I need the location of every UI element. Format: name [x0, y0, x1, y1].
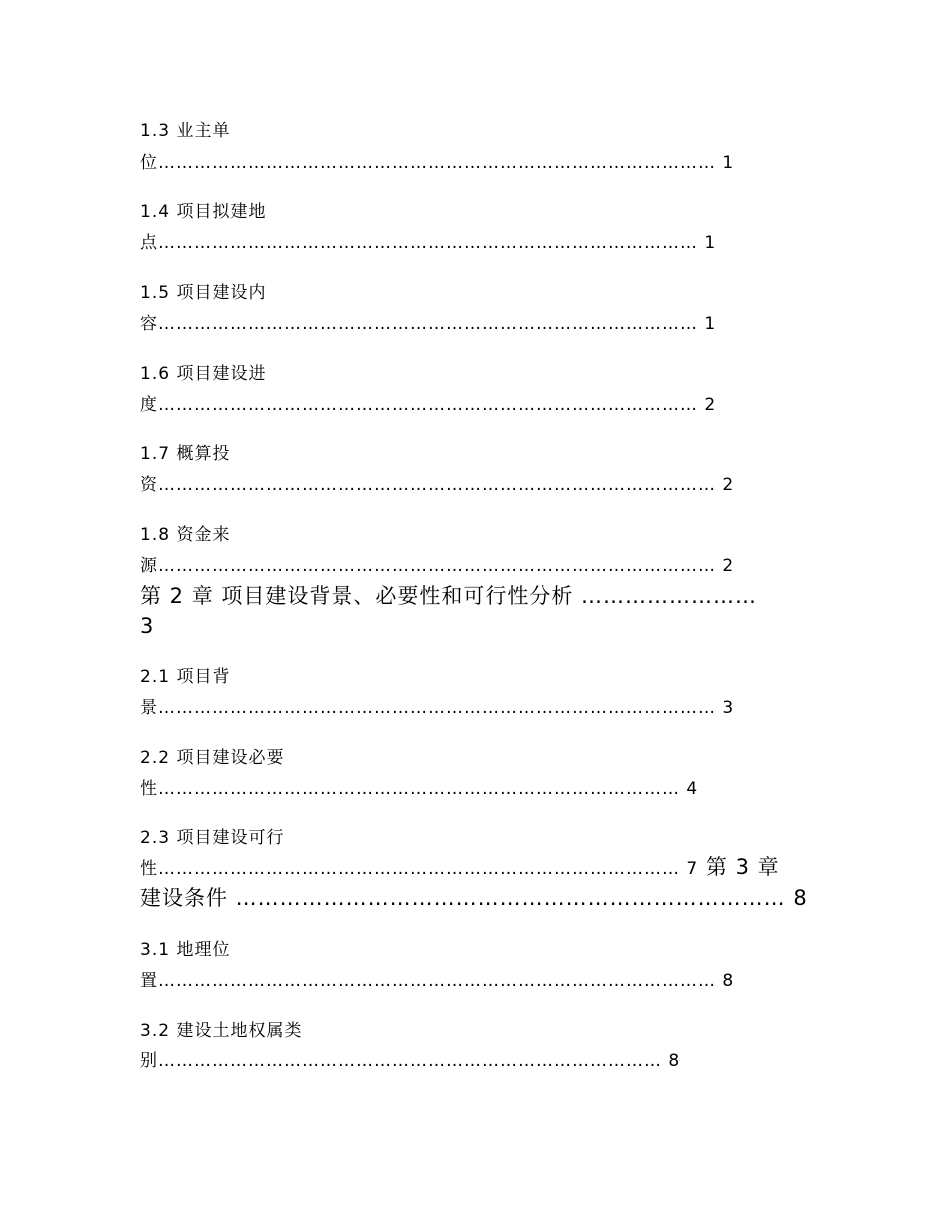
toc-entry-3-1-title: 3.1 地理位 — [140, 940, 231, 960]
toc-entry-2-3-leader-text: 性…………………………………………………………………………… 7 — [140, 859, 699, 879]
toc-chapter-2-page: 3 — [140, 614, 155, 638]
toc-entry-2-2-leader: 性…………………………………………………………………………… 4 — [140, 779, 699, 799]
toc-entry-1-7-title: 1.7 概算投 — [140, 444, 231, 464]
toc-entry-1-4-leader: 点……………………………………………………………………………… 1 — [140, 233, 717, 253]
toc-entry-1-6-leader: 度……………………………………………………………………………… 2 — [140, 395, 717, 415]
toc-entry-1-8-leader: 源………………………………………………………………………………… 2 — [140, 556, 735, 576]
toc-entry-3-2-leader: 别………………………………………………………………………… 8 — [140, 1051, 681, 1071]
toc-entry-3-2-title: 3.2 建设土地权属类 — [140, 1021, 303, 1041]
toc-entry-2-1-title: 2.1 项目背 — [140, 667, 231, 687]
toc-entry-1-5-title: 1.5 项目建设内 — [140, 283, 267, 303]
toc-entry-1-6-title: 1.6 项目建设进 — [140, 364, 267, 384]
toc-chapter-3-label: 第 3 章 — [698, 855, 780, 879]
toc-chapter-2-title: 第 2 章 项目建设背景、必要性和可行性分析 …………………… — [140, 584, 758, 608]
toc-entry-2-2-title: 2.2 项目建设必要 — [140, 748, 285, 768]
toc-entry-1-7-leader: 资………………………………………………………………………………… 2 — [140, 475, 735, 495]
toc-entry-3-1-leader: 置………………………………………………………………………………… 8 — [140, 971, 735, 991]
toc-entry-1-3-leader: 位………………………………………………………………………………… 1 — [140, 153, 735, 173]
toc-entry-2-3-leader — [140, 854, 780, 880]
toc-entry-1-3-title: 1.3 业主单 — [140, 121, 231, 141]
toc-entry-1-5-leader: 容……………………………………………………………………………… 1 — [140, 314, 717, 334]
toc-chapter-3-title: 建设条件 ………………………………………………………………… 8 — [140, 886, 808, 910]
toc-entry-2-3-title: 2.3 项目建设可行 — [140, 828, 285, 848]
toc-entry-2-1-leader: 景………………………………………………………………………………… 3 — [140, 698, 735, 718]
toc-entry-1-4-title: 1.4 项目拟建地 — [140, 202, 267, 222]
toc-entry-1-8-title: 1.8 资金来 — [140, 525, 231, 545]
